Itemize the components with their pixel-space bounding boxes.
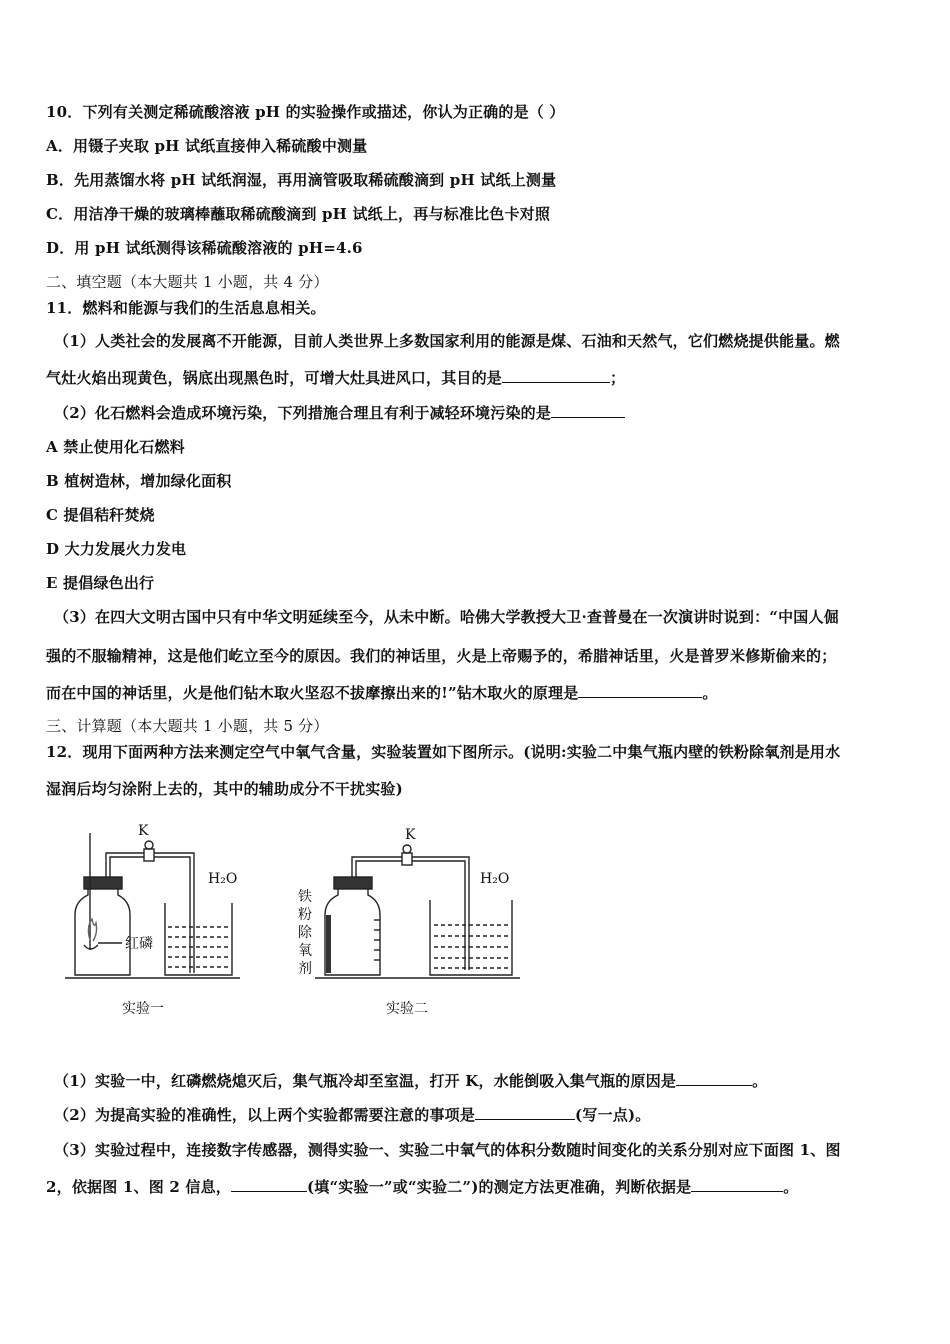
exp2-agent-char-5: 剂	[298, 961, 312, 977]
answer-blank	[676, 1071, 752, 1086]
answer-blank	[231, 1177, 307, 1192]
q12-part2	[54, 1105, 650, 1125]
exp1-valve-label: K	[138, 823, 149, 839]
exp1-water-label: H₂O	[208, 871, 238, 887]
answer-blank	[691, 1177, 783, 1192]
exp2-caption: 实验二	[386, 1001, 428, 1017]
q11-part1-line1: （1）人类社会的发展离不开能源，目前人类世界上多数国家利用的能源是煤、石油和天然气，它们燃烧提供能量。燃	[54, 332, 840, 350]
q11-part1-end: ；	[610, 369, 626, 387]
exp1-valve	[144, 849, 154, 861]
apparatus-drawing	[60, 815, 540, 1030]
section-3-heading: 三、计算题（本大题共 1 小题，共 5 分）	[46, 717, 329, 735]
q12-stem-line2: 湿润后均匀涂附上去的，其中的辅助成分不干扰实验)	[46, 780, 403, 798]
exp2-agent-char-4: 氧	[298, 943, 312, 959]
exp2-agent-char-1: 铁	[298, 889, 312, 905]
answer-blank	[551, 403, 625, 418]
exp1-valve-knob	[145, 841, 153, 849]
q11-part1-text: 气灶火焰出现黄色，锅底出现黑色时，可增大灶具进风口，其目的是	[46, 369, 503, 387]
q12-part1-end: 。	[752, 1072, 768, 1090]
exp1-connecting-tube	[110, 857, 190, 973]
q11-part2-text: （2）化石燃料会造成环境污染，下列措施合理且有利于减轻环境污染的是	[54, 404, 552, 422]
section-2-heading: 二、填空题（本大题共 1 小题，共 4 分）	[46, 273, 329, 291]
q11-part2	[54, 403, 625, 423]
exp1-caption: 实验一	[122, 1001, 164, 1017]
q10-option-c: C．用洁净干燥的玻璃棒蘸取稀硫酸滴到 pH 试纸上，再与标准比色卡对照	[46, 205, 551, 223]
q12-part3-text-b: (填“实验一”或“实验二”)的测定方法更准确，判断依据是	[306, 1178, 692, 1196]
q11-part3-text: 而在中国的神话里，火是他们钻木取火坚忍不拔摩擦出来的!”钻木取火的原理是	[46, 684, 579, 702]
exp1-bottle	[75, 887, 130, 975]
answer-blank	[475, 1105, 575, 1120]
exp2-connecting-tube-outer	[352, 857, 469, 970]
q11-choice-c: C 提倡秸秆焚烧	[46, 506, 155, 524]
exp2-agent-char-3: 除	[298, 925, 312, 941]
q12-part3-text-a: 2，依据图 1、图 2 信息，	[46, 1178, 231, 1196]
q12-part1-text: （1）实验一中，红磷燃烧熄灭后，集气瓶冷却至室温，打开 K，水能倒吸入集气瓶的原因是	[54, 1072, 677, 1090]
q11-part3-end: 。	[702, 684, 718, 702]
exp2-water-label: H₂O	[480, 871, 510, 887]
q11-part3-line1: （3）在四大文明古国中只有中华文明延续至今，从未中断。哈佛大学教授大卫·查普曼在一次演讲时说到：“中国人倔	[54, 608, 839, 626]
q11-part3-line2: 强的不服输精神，这是他们屹立至今的原因。我们的神话里，火是上帝赐予的，希腊神话里，火是普罗米修斯偷来的；	[46, 647, 837, 665]
q12-part2-end: (写一点)。	[575, 1106, 651, 1124]
q10-option-d: D．用 pH 试纸测得该稀硫酸溶液的 pH=4.6	[46, 239, 363, 257]
exp2-valve-label: K	[405, 827, 416, 843]
q12-part3-end: 。	[783, 1178, 799, 1196]
q10-option-b: B．先用蒸馏水将 pH 试纸润湿，再用滴管吸取稀硫酸滴到 pH 试纸上测量	[46, 171, 557, 189]
exp2-stopper	[334, 877, 372, 889]
exp2-iron-powder-layer	[326, 915, 331, 973]
q10-stem: 10．下列有关测定稀硫酸溶液 pH 的实验操作或描述，你认为正确的是（ ）	[46, 103, 565, 121]
exp2-agent-char-2: 粉	[298, 907, 312, 923]
exp2-beaker	[430, 900, 512, 975]
q12-part3-line1: （3）实验过程中，连接数字传感器，测得实验一、实验二中氧气的体积分数随时间变化的关系分别对应下面图 1、图	[54, 1141, 841, 1159]
q11-choice-e: E 提倡绿色出行	[46, 574, 155, 592]
exp1-spoon	[84, 945, 98, 949]
exp2-bottle	[325, 887, 380, 975]
experiment-apparatus-figure	[60, 815, 540, 1030]
q11-choice-a: A 禁止使用化石燃料	[46, 438, 185, 456]
exp1-beaker	[165, 903, 232, 975]
exp1-phosphorus-label: 红磷	[125, 936, 153, 952]
q12-part3-line2	[46, 1177, 799, 1197]
q11-part3-line3	[46, 683, 718, 703]
q12-part2-text: （2）为提高实验的准确性，以上两个实验都需要注意的事项是	[54, 1106, 476, 1124]
q12-part1	[54, 1071, 767, 1091]
q11-choice-b: B 植树造林，增加绿化面积	[46, 472, 232, 490]
exp2-valve	[402, 853, 412, 865]
q10-option-a: A．用镊子夹取 pH 试纸直接伸入稀硫酸中测量	[46, 137, 368, 155]
exp2-valve-knob	[403, 845, 411, 853]
q11-stem: 11．燃料和能源与我们的生活息息相关。	[46, 299, 326, 317]
exp1-connecting-tube-outer	[106, 853, 194, 973]
q11-choice-d: D 大力发展火力发电	[46, 540, 187, 558]
q11-part1-line2	[46, 368, 625, 388]
answer-blank	[502, 368, 610, 383]
answer-blank	[578, 683, 702, 698]
q12-stem-line1: 12．现用下面两种方法来测定空气中氧气含量，实验装置如下图所示。(说明:实验二中集气瓶内壁的铁粉除氧剂是用水	[46, 743, 841, 761]
